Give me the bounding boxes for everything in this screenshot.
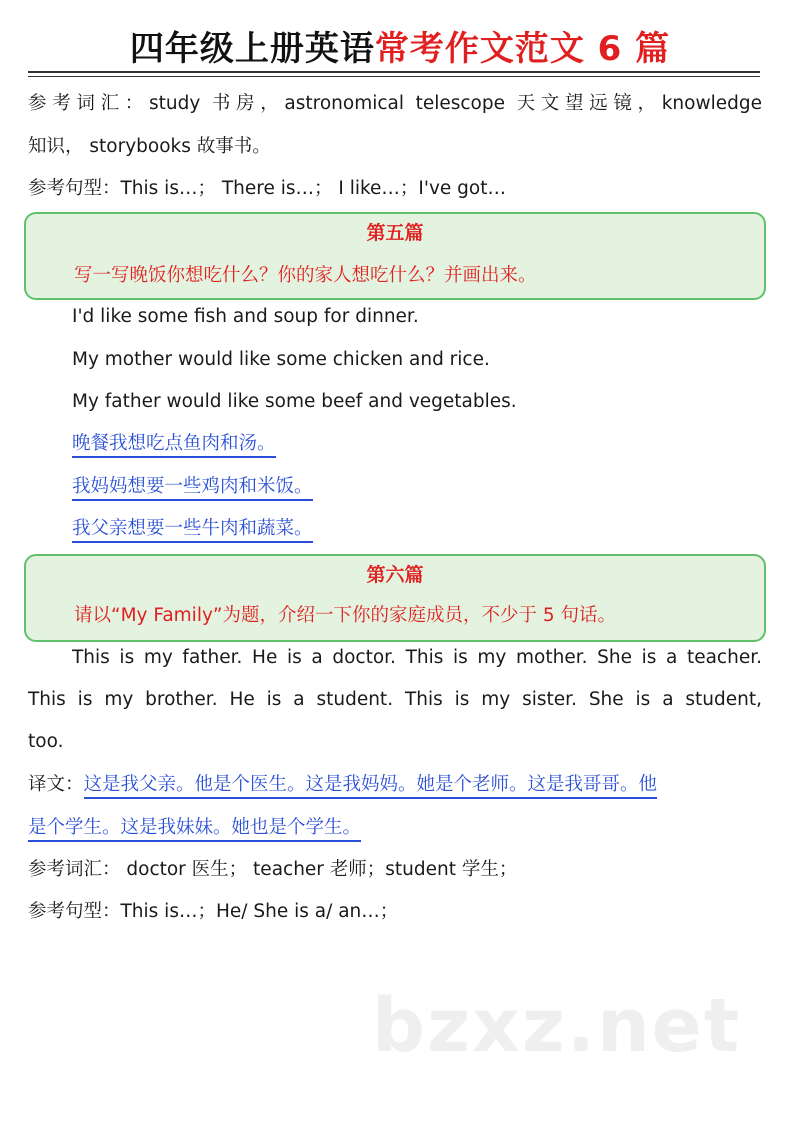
translation-label: 译文： <box>28 774 84 795</box>
section5-chinese-3-text: 我父亲想要一些牛肉和蔬菜。 <box>72 518 313 543</box>
section6-translation-line-1 <box>28 772 657 798</box>
intro-vocab-line-2: 知识， storybooks 故事书。 <box>28 136 271 157</box>
translation-text-2: 是个学生。这是我妹妹。她也是个学生。 <box>28 817 361 842</box>
intro-sentence-patterns: 参考句型：This is…； There is…； I like…；I've got… <box>28 178 506 199</box>
section5-chinese-2-text: 我妈妈想要一些鸡肉和米饭。 <box>72 476 313 501</box>
section6-essay-line-2: This is my brother. He is a student. This is my sister. She is a student, <box>28 689 762 710</box>
section6-header-box <box>24 554 766 642</box>
title-rule-thin <box>28 76 760 77</box>
section5-english-1: I'd like some fish and soup for dinner. <box>72 306 419 327</box>
watermark: bzxz.net <box>372 983 742 1069</box>
section5-chinese-3 <box>72 516 313 542</box>
section6-sentence-patterns: 参考句型：This is…；He/ She is a/ an…； <box>28 901 399 922</box>
section5-prompt: 写一写晚饭你想吃什么？你的家人想吃什么？并画出来。 <box>74 265 537 286</box>
section5-chinese-1 <box>72 431 276 457</box>
title-rule-thick <box>28 71 760 73</box>
translation-text-1: 这是我父亲。他是个医生。这是我妈妈。她是个老师。这是我哥哥。他 <box>84 774 658 799</box>
section5-heading: 第五篇 <box>366 222 424 244</box>
section5-header-box <box>24 212 766 300</box>
section5-english-2: My mother would like some chicken and rice. <box>72 349 490 370</box>
title-black-part: 四年级上册英语 <box>129 29 375 69</box>
section6-translation-line-2 <box>28 815 361 841</box>
section5-chinese-1-text: 晚餐我想吃点鱼肉和汤。 <box>72 433 276 458</box>
section6-essay-line-3: too. <box>28 731 64 752</box>
section5-english-3: My father would like some beef and vegetables. <box>72 391 517 412</box>
section6-essay-line-1: This is my father. He is a doctor. This is my mother. She is a teacher. <box>72 647 762 668</box>
section6-heading: 第六篇 <box>366 564 424 586</box>
section5-chinese-2 <box>72 474 313 500</box>
title-red-part: 常考作文范文 6 篇 <box>374 29 671 69</box>
intro-vocab-line-1: 参考词汇：study 书房，astronomical telescope 天文望远镜，knowledge <box>28 93 762 114</box>
section6-vocab: 参考词汇： doctor 医生； teacher 老师；student 学生； <box>28 859 518 880</box>
section6-prompt: 请以“My Family”为题，介绍一下你的家庭成员，不少于 5 句话。 <box>74 605 617 626</box>
page-title <box>0 26 800 72</box>
